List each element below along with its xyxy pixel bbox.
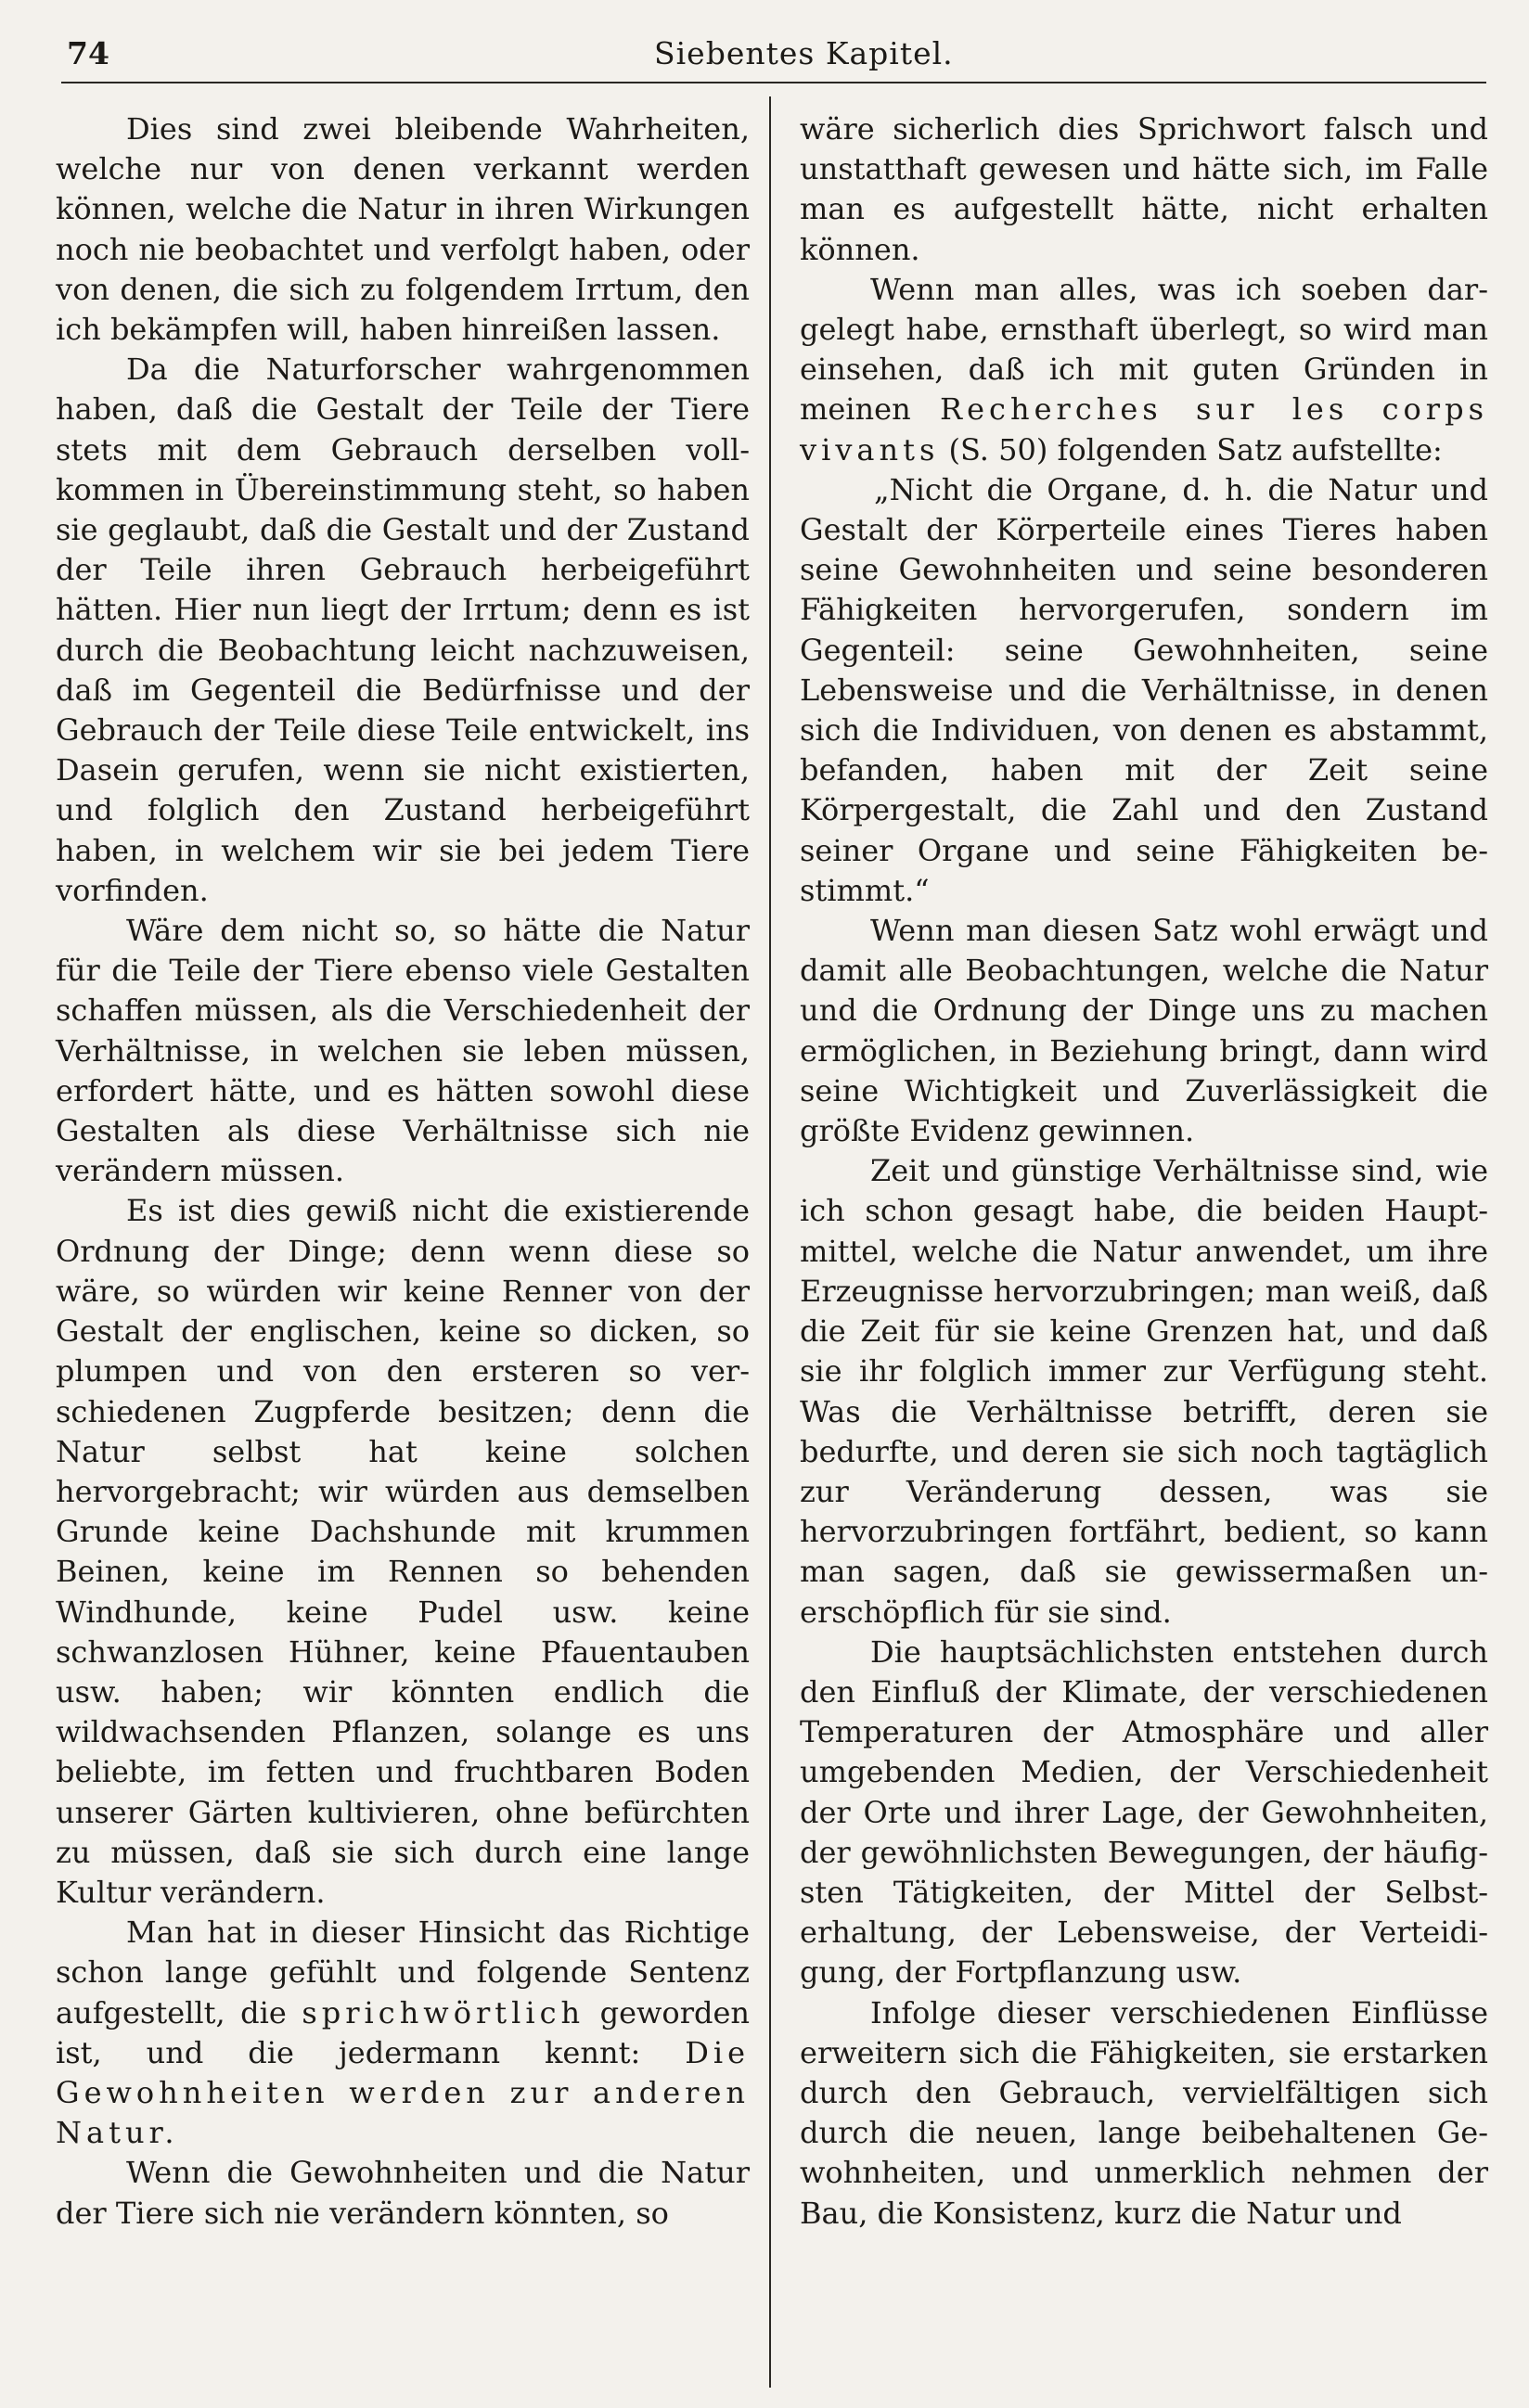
text-run: geworden ist, und die jedermann kennt: xyxy=(56,1994,751,2070)
paragraph: Es ist dies gewiß nicht die existierende Ordnung der Dinge; denn wenn diese so wäre, so würden wir keine Renner von der Gestalt der englischen, keine so dicken, so plumpen und von den ersteren so verschiedenen Zugpferde besitzen; denn die Natur selbst hat keine solchen hervorgebracht; wir würden aus demselben Grunde keine Dachshunde mit krummen Beinen, keine im Rennen so behenden Windhunde, keine Pudel usw. keine schwanzlosen Hühner, keine Pfauentauben usw. haben; wir könnten endlich die wildwachsenden Pflanzen, solange es uns beliebte, im fetten und fruchtbaren Boden unserer Gärten kultivieren, ohne befürchten zu müssen, daß sie sich durch eine lange Kultur verändern. xyxy=(56,1193,750,1910)
paragraph: wäre sicherlich dies Sprichwort falsch und unstatthaft gewesen und hätte sich, im Falle man es aufgestellt hätte, nicht erhalten können. xyxy=(800,111,1488,267)
page-header xyxy=(0,35,1529,72)
right-column xyxy=(800,109,1488,2401)
paragraph: Dies sind zwei bleibende Wahrheiten, welche nur von denen verkannt werden können, welche die Natur in ihren Wirkungen noch nie beobachtet und verfolgt haben, oder von denen, die sich zu folgendem Irrtum, den ich bekämpfen will, haben hinreißen lassen. xyxy=(56,111,750,348)
left-column xyxy=(56,109,750,2401)
paragraph xyxy=(56,1913,750,2153)
paragraph: Infolge dieser verschiedenen Einflüsse erweitern sich die Fähigkeiten, sie erstarken durch den Gebrauch, vervielfältigen sich durch die neuen, lange beibehaltenen Gewohnheiten, und unmerklich nehmen der Bau, die Konsistenz, kurz die Natur und xyxy=(800,1994,1488,2231)
text-run: (S. 50) folgenden Satz aufstellte: xyxy=(948,431,1443,468)
paragraph: Die hauptsächlichsten entstehen durch den Einfluß der Klimate, der verschiedenen Temperaturen der Atmosphäre und aller umgebenden Medien, der Verschiedenheit der Orte und ihrer Lage, der Gewohnheiten, der gewöhnlichsten Bewegungen, der häufigsten Tätigkeiten, der Mittel der Selbsterhaltung, der Lebensweise, der Verteidigung, der Fortpflanzung usw. xyxy=(800,1633,1488,1991)
column-divider xyxy=(769,96,771,2388)
book-title: Recherches sur les corps vivants xyxy=(800,391,1489,468)
paragraph: Wäre dem nicht so, so hätte die Natur für die Teile der Tiere ebenso viele Gestalten schaffen müssen, als die Verschiedenheit der Verhältnisse, in welchen sie leben müssen, erfordert hätte, und es hätten sowohl diese Gestalten als diese Verhältnisse sich nie verändern müssen. xyxy=(56,913,750,1189)
header-rule xyxy=(61,82,1486,83)
paragraph: Wenn man diesen Satz wohl erwägt und damit alle Beobachtungen, welche die Natur und die Ordnung der Dinge uns zu machen ermöglichen, in Beziehung bringt, dann wird seine Wichtigkeit und Zuverlässigkeit die größte Evidenz gewinnen. xyxy=(800,913,1488,1149)
text-run: Man hat in dieser Hinsicht das Richtige schon lange gefühlt und folgende Sentenz aufgestellt, die xyxy=(56,1915,750,2030)
paragraph: Zeit und günstige Verhältnisse sind, wie ich schon gesagt habe, die beiden Hauptmittel, welche die Natur anwendet, um ihre Erzeugnisse hervorzubringen; man weiß, daß die Zeit für sie keine Grenzen hat, und daß sie ihr folglich immer zur Verfügung steht. Was die Verhältnisse betrifft, deren sie bedurfte, und deren sie sich noch tagtäglich zur Veränderung dessen, was sie hervorzubringen fortfährt, bedient, so kann man sagen, daß sie gewissermaßen unerschöpflich für sie sind. xyxy=(800,1153,1488,1630)
paragraph: Da die Naturforscher wahrgenommen haben, daß die Gestalt der Teile der Tiere stets mit dem Gebrauch derselben vollkommen in Übereinstimmung steht, so haben sie geglaubt, daß die Gestalt und der Zustand der Teile ihren Gebrauch herbeigeführt hätten. Hier nun liegt der Irrtum; denn es ist durch die Beobachtung leicht nachzuweisen, daß im Gegenteil die Bedürfnisse und der Gebrauch der Teile diese Teile entwickelt, ins Dasein gerufen, wenn sie nicht existierten, und folglich den Zustand herbeigeführt haben, in welchem wir sie bei jedem Tiere vorfinden. xyxy=(56,352,750,908)
paragraph xyxy=(800,270,1488,470)
page-number: 74 xyxy=(67,35,109,71)
block-quote: „Nicht die Organe, d. h. die Natur und Gestalt der Körperteile eines Tieres haben seine Gewohnheiten und seine besonderen Fähigkeiten hervorgerufen, sondern im Gegenteil: seine Gewohnheiten, seine Lebensweise und die Verhältnisse, in denen sich die Individuen, von denen es abstammt, befanden, haben mit der Zeit seine Körpergestalt, die Zahl und den Zustand seiner Organe und seine Fähigkeiten bestimmt.“ xyxy=(800,471,1488,908)
paragraph: Wenn die Gewohnheiten und die Natur der Tiere sich nie verändern könnten, so xyxy=(56,2155,750,2231)
emphasized-word: sprichwörtlich xyxy=(302,1994,585,2030)
proverb-quote: Die Gewohnheiten werden zur anderen Natur. xyxy=(56,2034,751,2151)
text-run: Wenn man alles, was ich soeben dargelegt habe, ernsthaft überlegt, so wird man einsehen, daß ich mit guten Gründen in meinen xyxy=(800,271,1488,428)
running-head: Siebentes Kapitel. xyxy=(654,35,954,71)
